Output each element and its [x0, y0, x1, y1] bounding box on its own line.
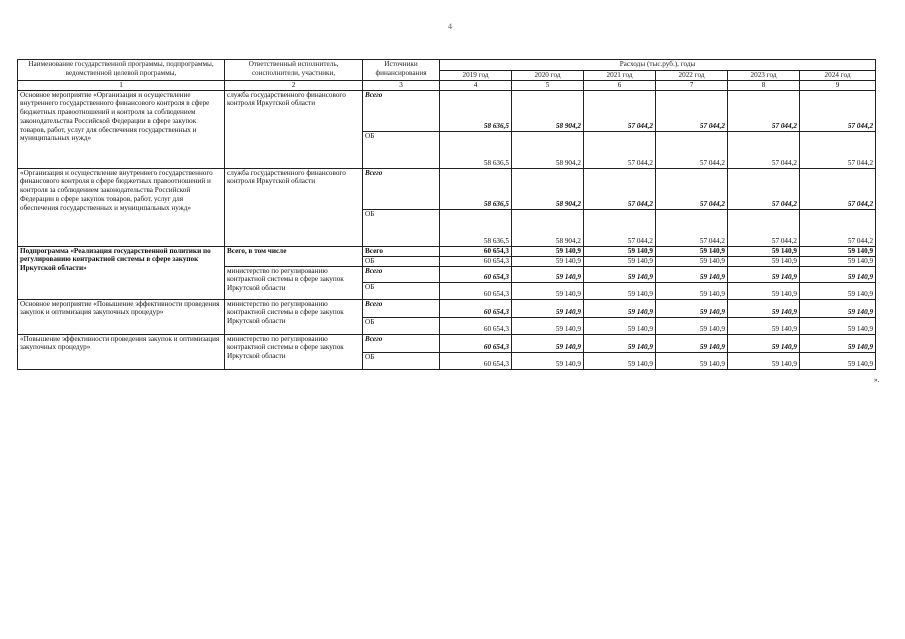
value-cell: 60 654,3	[440, 266, 512, 282]
value-cell: 59 140,9	[584, 246, 656, 256]
header-year: 2021 год	[584, 71, 656, 81]
value-cell: 59 140,9	[728, 334, 800, 352]
value-cell: 59 140,9	[512, 317, 584, 334]
value-cell: 59 140,9	[584, 352, 656, 369]
source-ob: ОБ	[363, 282, 440, 299]
header-year: 2020 год	[512, 71, 584, 81]
value-cell: 60 654,3	[440, 299, 512, 317]
header-name-cell: Наименование государственной программы, подпрограммы, ведомственной целевой программы,	[18, 60, 225, 81]
value-cell: 59 140,9	[800, 256, 876, 266]
value-cell: 59 140,9	[584, 334, 656, 352]
value-cell: 59 140,9	[728, 256, 800, 266]
value-cell: 58 636,5	[440, 209, 512, 246]
value-cell: 59 140,9	[512, 282, 584, 299]
executor-cell: министерство по регулированию контрактной системы в сфере закупок Иркутской области	[225, 299, 363, 334]
value-cell: 59 140,9	[800, 282, 876, 299]
value-cell: 57 044,2	[800, 168, 876, 209]
value-cell: 57 044,2	[800, 209, 876, 246]
value-cell: 58 636,5	[440, 168, 512, 209]
value-cell: 57 044,2	[728, 168, 800, 209]
source-ob: ОБ	[363, 352, 440, 369]
header-source-cell: Источники финансирования	[363, 60, 440, 81]
header-year: 2019 год	[440, 71, 512, 81]
header-year: 2022 год	[656, 71, 728, 81]
value-cell: 57 044,2	[800, 131, 876, 168]
value-cell: 57 044,2	[584, 209, 656, 246]
column-number: 7	[656, 80, 728, 90]
program-name-cell: «Организация и осуществление внутреннего государственного финансового контроля в сфере бюджетных правоотношений и контроля за соблюдением законодательства Российской Федерации в сфере закупок товаров, работ, услуг для обеспечения государственных и муниципальных нужд»	[18, 168, 225, 246]
header-year: 2023 год	[728, 71, 800, 81]
subprogram-name-cell: Подпрограмма «Реализация государственной политики по регулированию контрактной системы в сфере закупок Иркутской области»	[18, 246, 225, 299]
value-cell: 59 140,9	[800, 266, 876, 282]
value-cell: 59 140,9	[656, 352, 728, 369]
value-cell: 58 904,2	[512, 168, 584, 209]
value-cell: 59 140,9	[656, 266, 728, 282]
page-number: 4	[448, 22, 452, 31]
value-cell: 57 044,2	[656, 131, 728, 168]
executor-cell: Всего, в том числе	[225, 246, 363, 266]
value-cell: 59 140,9	[656, 299, 728, 317]
value-cell: 57 044,2	[728, 209, 800, 246]
value-cell: 59 140,9	[512, 246, 584, 256]
value-cell: 59 140,9	[656, 282, 728, 299]
value-cell: 58 904,2	[512, 131, 584, 168]
column-number: 1	[18, 80, 225, 90]
value-cell: 59 140,9	[800, 299, 876, 317]
value-cell: 57 044,2	[728, 90, 800, 131]
value-cell: 59 140,9	[656, 256, 728, 266]
value-cell: 59 140,9	[656, 246, 728, 256]
value-cell: 60 654,3	[440, 317, 512, 334]
value-cell: 60 654,3	[440, 256, 512, 266]
value-cell: 57 044,2	[584, 131, 656, 168]
value-cell: 59 140,9	[728, 317, 800, 334]
source-total: Всего	[363, 334, 440, 352]
value-cell: 59 140,9	[584, 256, 656, 266]
value-cell: 59 140,9	[728, 352, 800, 369]
value-cell: 59 140,9	[800, 352, 876, 369]
value-cell: 59 140,9	[512, 334, 584, 352]
value-cell: 58 904,2	[512, 209, 584, 246]
value-cell: 57 044,2	[728, 131, 800, 168]
column-number: 5	[512, 80, 584, 90]
value-cell: 59 140,9	[512, 299, 584, 317]
column-number: 3	[363, 80, 440, 90]
value-cell: 59 140,9	[656, 334, 728, 352]
executor-cell: служба государственного финансового контроля Иркутской области	[225, 90, 363, 168]
value-cell: 57 044,2	[800, 90, 876, 131]
executor-cell: министерство по регулированию контрактной системы в сфере закупок Иркутской области	[225, 334, 363, 369]
value-cell: 57 044,2	[656, 209, 728, 246]
value-cell: 59 140,9	[728, 299, 800, 317]
source-ob: ОБ	[363, 256, 440, 266]
value-cell: 59 140,9	[800, 334, 876, 352]
header-year: 2024 год	[800, 71, 876, 81]
value-cell: 59 140,9	[512, 352, 584, 369]
source-total: Всего	[363, 90, 440, 131]
value-cell: 59 140,9	[584, 317, 656, 334]
value-cell: 59 140,9	[800, 246, 876, 256]
value-cell: 57 044,2	[656, 90, 728, 131]
value-cell: 59 140,9	[728, 246, 800, 256]
source-ob: ОБ	[363, 317, 440, 334]
program-name-cell: Основное мероприятие «Организация и осуществление внутреннего государственного финансового контроля в сфере бюджетных правоотношений и контроля за соблюдением законодательства Российской Федерации в сфере закупок товаров, работ, услуг для обеспечения государственных и муниципальных нужд»	[18, 90, 225, 168]
source-total: Всего	[363, 266, 440, 282]
value-cell: 60 654,3	[440, 334, 512, 352]
value-cell: 60 654,3	[440, 282, 512, 299]
column-number: 4	[440, 80, 512, 90]
source-ob: ОБ	[363, 209, 440, 246]
closing-quote-mark: ».	[874, 376, 880, 384]
value-cell: 58 636,5	[440, 90, 512, 131]
value-cell: 59 140,9	[584, 282, 656, 299]
value-cell: 60 654,3	[440, 246, 512, 256]
source-ob: ОБ	[363, 131, 440, 168]
value-cell: 59 140,9	[584, 299, 656, 317]
value-cell: 58 636,5	[440, 131, 512, 168]
expenses-table	[17, 59, 876, 370]
source-total: Всего	[363, 246, 440, 256]
column-number: 9	[800, 80, 876, 90]
column-number: 8	[728, 80, 800, 90]
executor-cell: служба государственного финансового контроля Иркутской области	[225, 168, 363, 246]
column-number: 2	[225, 80, 363, 90]
value-cell: 59 140,9	[728, 266, 800, 282]
column-number: 6	[584, 80, 656, 90]
program-name-cell: Основное мероприятие «Повышение эффективности проведения закупок и оптимизация закупочных процедур»	[18, 299, 225, 334]
value-cell: 58 904,2	[512, 90, 584, 131]
value-cell: 59 140,9	[728, 282, 800, 299]
value-cell: 59 140,9	[656, 317, 728, 334]
value-cell: 57 044,2	[656, 168, 728, 209]
value-cell: 59 140,9	[512, 256, 584, 266]
executor-cell: министерство по регулированию контрактной системы в сфере закупок Иркутской области	[225, 266, 363, 299]
header-exec-cell: Ответственный исполнитель, соисполнители, участники,	[225, 60, 363, 81]
value-cell: 59 140,9	[512, 266, 584, 282]
source-total: Всего	[363, 299, 440, 317]
header-expenses-cell: Расходы (тыс.руб.), годы	[440, 60, 876, 71]
source-total: Всего	[363, 168, 440, 209]
value-cell: 59 140,9	[584, 266, 656, 282]
value-cell: 57 044,2	[584, 168, 656, 209]
program-name-cell: «Повышение эффективности проведения закупок и оптимизация закупочных процедур»	[18, 334, 225, 369]
value-cell: 57 044,2	[584, 90, 656, 131]
value-cell: 59 140,9	[800, 317, 876, 334]
value-cell: 60 654,3	[440, 352, 512, 369]
